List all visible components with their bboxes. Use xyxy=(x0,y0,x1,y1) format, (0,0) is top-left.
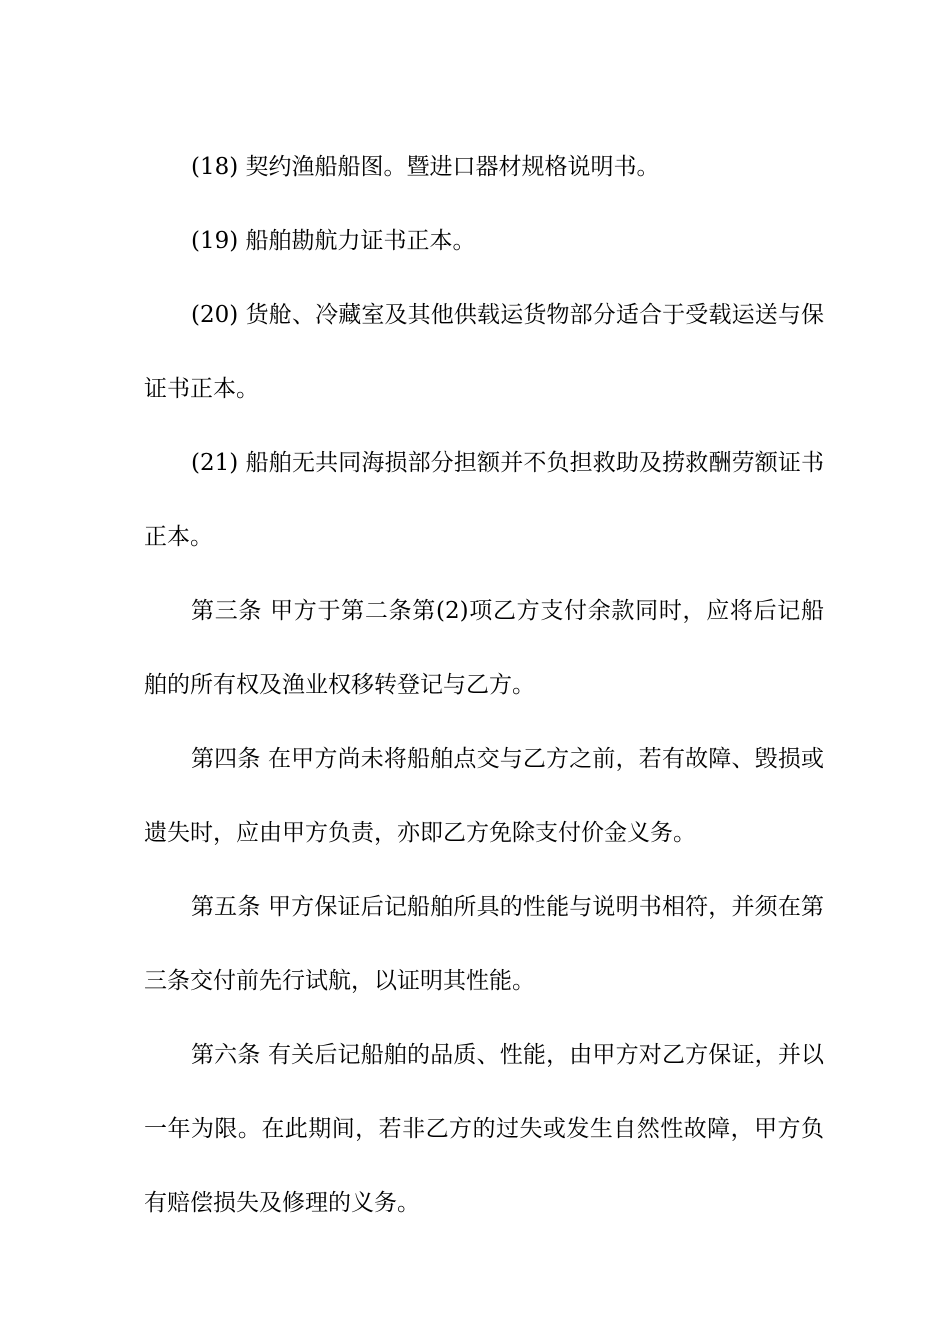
item-20: (20) 货舱、冷藏室及其他供载运货物部分适合于受载运送与保证书正本。 xyxy=(144,302,824,402)
article-5: 第五条 甲方保证后记船舶所具的性能与说明书相符，并须在第三条交付前先行试航，以证明其性能。 xyxy=(144,894,824,994)
document-body xyxy=(144,130,824,1240)
item-19: (19) 船舶勘航力证书正本。 xyxy=(191,228,476,254)
article-6: 第六条 有关后记船舶的品质、性能，由甲方对乙方保证，并以一年为限。在此期间，若非乙方的过失或发生自然性故障，甲方负有赔偿损失及修理的义务。 xyxy=(144,1042,824,1216)
item-21: (21) 船舶无共同海损部分担额并不负担救助及捞救酬劳额证书正本。 xyxy=(144,450,824,550)
article-3: 第三条 甲方于第二条第(2)项乙方支付余款同时，应将后记船舶的所有权及渔业权移转登记与乙方。 xyxy=(144,598,824,698)
article-4: 第四条 在甲方尚未将船舶点交与乙方之前，若有故障、毁损或遗失时，应由甲方负责，亦即乙方免除支付价金义务。 xyxy=(144,746,824,846)
item-18: (18) 契约渔船船图。暨进口器材规格说明书。 xyxy=(191,154,660,180)
